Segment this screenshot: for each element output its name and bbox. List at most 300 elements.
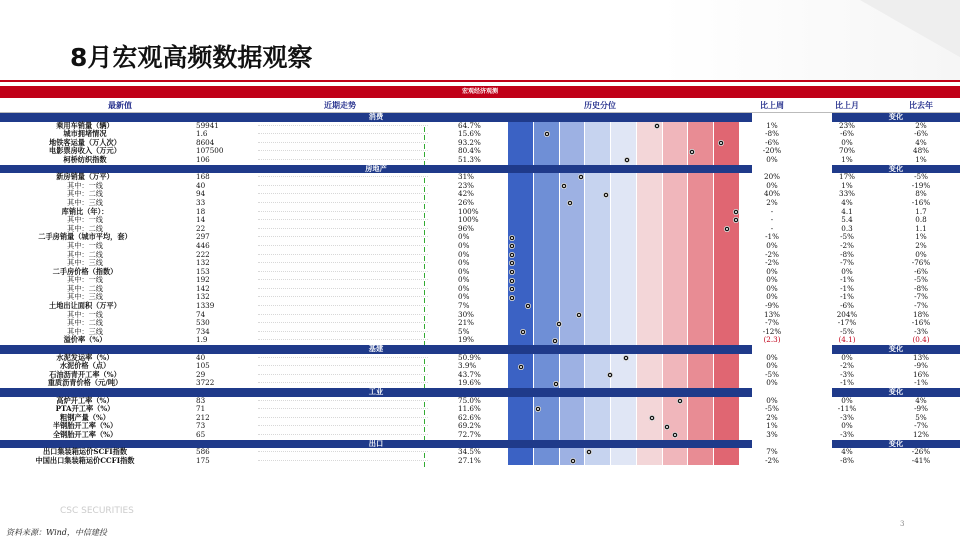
yoy-change: 0% xyxy=(915,249,927,259)
heat-cell xyxy=(637,242,663,251)
heat-cell xyxy=(534,448,560,457)
heat-cell xyxy=(611,276,637,285)
heat-cell xyxy=(560,233,586,242)
indicator-name: 其中：一线 xyxy=(67,240,103,250)
percentile-value: 3.9% xyxy=(458,361,477,371)
heat-cell xyxy=(585,199,611,208)
mom-change: -17% xyxy=(837,318,857,328)
heat-cell xyxy=(663,182,689,191)
heat-cell xyxy=(637,199,663,208)
heat-cell xyxy=(714,276,740,285)
wow-change: 0% xyxy=(766,240,778,250)
percentile-heatmap xyxy=(508,311,740,320)
indicator-name: 出口集装箱运价SCFI指数 xyxy=(42,447,128,457)
heat-cell xyxy=(560,242,586,251)
brand-watermark: CSC SECURITIES xyxy=(60,506,134,516)
heat-cell xyxy=(508,319,534,328)
heat-cell xyxy=(585,268,611,277)
percentile-heatmap xyxy=(508,319,740,328)
table-row xyxy=(0,190,960,199)
heat-cell xyxy=(663,311,689,320)
heat-cell xyxy=(611,379,637,388)
mom-change: -6% xyxy=(840,129,854,139)
section-label: 房地产 xyxy=(0,165,752,174)
heat-cell xyxy=(560,448,586,457)
indicator-name: 二手房销量（城市平均，套） xyxy=(38,232,132,242)
section-spacer xyxy=(752,388,832,397)
percentile-heatmap xyxy=(508,130,740,139)
mom-change: -2% xyxy=(840,240,854,250)
wow-change: -6% xyxy=(765,137,779,147)
percentile-heatmap xyxy=(508,285,740,294)
table-banner: 宏观经济观测 xyxy=(0,86,960,98)
mom-change: 0% xyxy=(841,137,853,147)
section-spacer xyxy=(752,113,832,122)
indicator-name: 电影票房收入（万元） xyxy=(49,146,121,156)
heat-cell xyxy=(663,397,689,406)
wow-change: 1% xyxy=(766,421,778,431)
heat-cell xyxy=(585,319,611,328)
heat-cell xyxy=(585,328,611,337)
heat-cell xyxy=(688,208,714,217)
heat-cell xyxy=(714,336,740,345)
heat-cell xyxy=(534,362,560,371)
heat-cell xyxy=(637,319,663,328)
mom-change: (4.1) xyxy=(838,335,856,345)
heat-cell xyxy=(508,431,534,440)
heat-cell xyxy=(688,259,714,268)
percentile-dot xyxy=(570,458,576,464)
percentile-dot xyxy=(509,252,515,258)
wow-change: -9% xyxy=(765,301,779,311)
heat-cell xyxy=(688,156,714,165)
wow-change: 7% xyxy=(766,447,778,457)
heat-cell xyxy=(688,302,714,311)
heat-cell xyxy=(534,354,560,363)
yoy-change: 2% xyxy=(915,120,927,130)
trend-sparkline xyxy=(258,382,428,385)
wow-change: 0% xyxy=(766,361,778,371)
heat-cell xyxy=(560,422,586,431)
heat-cell xyxy=(637,285,663,294)
heat-cell xyxy=(611,431,637,440)
percentile-value: 69.2% xyxy=(458,421,481,431)
latest-value: 175 xyxy=(196,455,210,465)
percentile-value: 51.3% xyxy=(458,154,481,164)
heat-cell xyxy=(560,156,586,165)
latest-value: 297 xyxy=(196,232,210,242)
heat-cell xyxy=(663,276,689,285)
percentile-heatmap xyxy=(508,302,740,311)
heat-cell xyxy=(508,422,534,431)
wow-change: 2% xyxy=(766,412,778,422)
heat-cell xyxy=(508,173,534,182)
heat-cell xyxy=(560,276,586,285)
heat-cell xyxy=(560,147,586,156)
latest-value: 107500 xyxy=(196,146,224,156)
heat-cell xyxy=(688,242,714,251)
heat-cell xyxy=(560,208,586,217)
indicator-name: 城市拥堵情况 xyxy=(63,129,107,139)
heat-cell xyxy=(508,208,534,217)
header-yoy: 比去年 xyxy=(909,100,933,110)
trend-sparkline xyxy=(258,193,428,196)
indicator-name: 水泥发运率（%） xyxy=(56,352,114,362)
percentile-value: 19% xyxy=(458,335,474,345)
trend-sparkline xyxy=(258,331,428,334)
heat-cell xyxy=(585,457,611,466)
heat-cell xyxy=(688,199,714,208)
yoy-change: 1.7 xyxy=(915,206,927,216)
table-row xyxy=(0,173,960,182)
heat-cell xyxy=(534,311,560,320)
trend-sparkline xyxy=(258,125,428,128)
heat-cell xyxy=(714,259,740,268)
percentile-dot xyxy=(509,269,515,275)
heat-cell xyxy=(611,225,637,234)
trend-sparkline xyxy=(258,202,428,205)
heat-cell xyxy=(714,233,740,242)
mom-change: 0% xyxy=(841,421,853,431)
heat-cell xyxy=(585,422,611,431)
heat-cell xyxy=(663,268,689,277)
percentile-value: 7% xyxy=(458,301,470,311)
heat-cell xyxy=(534,216,560,225)
heat-cell xyxy=(688,225,714,234)
latest-value: 1339 xyxy=(196,301,215,311)
trend-sparkline xyxy=(258,254,428,257)
heat-cell xyxy=(534,156,560,165)
wow-change: 20% xyxy=(764,172,780,182)
trend-sparkline xyxy=(258,150,428,153)
heat-cell xyxy=(714,122,740,131)
heat-cell xyxy=(585,259,611,268)
yoy-change: 12% xyxy=(913,429,929,439)
wow-change: - xyxy=(770,215,774,225)
wow-change: 13% xyxy=(764,309,780,319)
indicator-name: 石油沥青开工率（%） xyxy=(49,369,121,379)
section-label: 工业 xyxy=(0,388,752,397)
heat-cell xyxy=(611,173,637,182)
wow-change: 0% xyxy=(766,180,778,190)
percentile-dot xyxy=(553,381,559,387)
latest-value: 106 xyxy=(196,154,210,164)
mom-change: 23% xyxy=(839,120,855,130)
title-rule xyxy=(0,80,960,82)
trend-sparkline xyxy=(258,262,428,265)
wow-change: -8% xyxy=(765,129,779,139)
yoy-change: -6% xyxy=(914,266,928,276)
mom-change: -6% xyxy=(840,301,854,311)
heat-cell xyxy=(585,233,611,242)
heat-cell xyxy=(637,311,663,320)
percentile-value: 5% xyxy=(458,326,470,336)
heat-cell xyxy=(637,190,663,199)
heat-cell xyxy=(714,147,740,156)
percentile-value: 31% xyxy=(458,172,474,182)
heat-cell xyxy=(714,190,740,199)
indicator-name: 其中：二线 xyxy=(67,223,103,233)
latest-value: 1.6 xyxy=(196,129,208,139)
heat-cell xyxy=(585,251,611,260)
heat-cell xyxy=(560,293,586,302)
latest-value: 132 xyxy=(196,292,210,302)
mom-change: -11% xyxy=(837,404,857,414)
percentile-value: 19.6% xyxy=(458,378,481,388)
heat-cell xyxy=(508,199,534,208)
indicator-name: 库销比（年）： xyxy=(61,206,109,216)
percentile-heatmap xyxy=(508,208,740,217)
heat-cell xyxy=(585,336,611,345)
percentile-value: 15.6% xyxy=(458,129,481,139)
wow-change: 3% xyxy=(766,429,778,439)
trend-sparkline xyxy=(258,176,428,179)
percentile-heatmap xyxy=(508,457,740,466)
heat-cell xyxy=(508,379,534,388)
indicator-name: 全钢胎开工率（%） xyxy=(52,429,118,439)
heat-cell xyxy=(637,448,663,457)
heat-cell xyxy=(585,242,611,251)
header-latest: 最新值 xyxy=(108,100,132,110)
trend-sparkline xyxy=(258,417,428,420)
latest-value: 586 xyxy=(196,447,210,457)
heat-cell xyxy=(663,233,689,242)
heat-cell xyxy=(663,242,689,251)
percentile-dot xyxy=(509,278,515,284)
yoy-change: -5% xyxy=(914,172,928,182)
percentile-heatmap xyxy=(508,397,740,406)
heat-cell xyxy=(663,259,689,268)
heat-cell xyxy=(637,225,663,234)
percentile-heatmap xyxy=(508,251,740,260)
trend-sparkline xyxy=(258,434,428,437)
yoy-change: 1% xyxy=(915,154,927,164)
heat-cell xyxy=(508,139,534,148)
wow-change: - xyxy=(770,206,774,216)
table-row xyxy=(0,242,960,251)
heat-cell xyxy=(585,311,611,320)
trend-sparkline xyxy=(258,400,428,403)
heat-cell xyxy=(688,311,714,320)
yoy-change: -26% xyxy=(911,447,931,457)
percentile-dot xyxy=(654,123,660,129)
heat-cell xyxy=(663,139,689,148)
heat-cell xyxy=(585,397,611,406)
indicator-name: 地铁客运量（万人次） xyxy=(49,137,121,147)
percentile-value: 30% xyxy=(458,309,474,319)
yoy-change: -1% xyxy=(914,378,928,388)
heat-cell xyxy=(560,285,586,294)
heat-cell xyxy=(714,242,740,251)
heat-cell xyxy=(688,139,714,148)
heat-cell xyxy=(714,156,740,165)
yoy-change: 1% xyxy=(915,232,927,242)
heat-cell xyxy=(688,216,714,225)
wow-change: 40% xyxy=(764,189,780,199)
heat-cell xyxy=(663,414,689,423)
heat-cell xyxy=(585,293,611,302)
percentile-heatmap xyxy=(508,414,740,423)
heat-cell xyxy=(508,130,534,139)
heat-cell xyxy=(663,208,689,217)
heat-cell xyxy=(560,259,586,268)
yoy-change: -19% xyxy=(911,180,931,190)
trend-sparkline xyxy=(258,365,428,368)
heat-cell xyxy=(508,457,534,466)
latest-value: 142 xyxy=(196,283,210,293)
heat-cell xyxy=(508,182,534,191)
heat-cell xyxy=(611,319,637,328)
heat-cell xyxy=(508,147,534,156)
heat-cell xyxy=(585,139,611,148)
change-label: 变化 xyxy=(832,440,960,449)
percentile-value: 100% xyxy=(458,206,479,216)
heat-cell xyxy=(611,216,637,225)
heat-cell xyxy=(611,190,637,199)
heat-cell xyxy=(714,311,740,320)
wow-change: -5% xyxy=(765,369,779,379)
heat-cell xyxy=(663,225,689,234)
percentile-value: 75.0% xyxy=(458,395,481,405)
percentile-heatmap xyxy=(508,336,740,345)
yoy-change: 4% xyxy=(915,137,927,147)
heat-cell xyxy=(560,302,586,311)
heat-cell xyxy=(560,216,586,225)
heat-cell xyxy=(611,302,637,311)
percentile-dot xyxy=(724,226,730,232)
indicator-name: 其中：三线 xyxy=(67,326,103,336)
heat-cell xyxy=(534,431,560,440)
indicator-name: 其中：一线 xyxy=(67,180,103,190)
heat-cell xyxy=(714,285,740,294)
trend-sparkline xyxy=(258,296,428,299)
percentile-heatmap xyxy=(508,139,740,148)
heat-cell xyxy=(534,302,560,311)
percentile-dot xyxy=(556,321,562,327)
section-label: 出口 xyxy=(0,440,752,449)
latest-value: 212 xyxy=(196,412,210,422)
latest-value: 446 xyxy=(196,240,210,250)
section-label: 基建 xyxy=(0,345,752,354)
trend-sparkline xyxy=(258,271,428,274)
indicator-name: 土地出让面积（万平） xyxy=(49,301,121,311)
heat-cell xyxy=(611,268,637,277)
heat-cell xyxy=(611,448,637,457)
heat-cell xyxy=(585,225,611,234)
heat-cell xyxy=(663,156,689,165)
heat-cell xyxy=(637,216,663,225)
heat-cell xyxy=(560,328,586,337)
heat-cell xyxy=(663,379,689,388)
table-row xyxy=(0,225,960,234)
heat-cell xyxy=(560,130,586,139)
mom-change: -8% xyxy=(840,455,854,465)
heat-cell xyxy=(663,328,689,337)
heat-cell xyxy=(637,397,663,406)
table-body xyxy=(0,113,960,465)
yoy-change: (0.4) xyxy=(912,335,930,345)
table-row xyxy=(0,285,960,294)
heat-cell xyxy=(611,405,637,414)
percentile-heatmap xyxy=(508,182,740,191)
yoy-change: 1.1 xyxy=(915,223,927,233)
heat-cell xyxy=(534,122,560,131)
percentile-dot xyxy=(603,192,609,198)
trend-sparkline xyxy=(258,451,428,454)
heat-cell xyxy=(637,336,663,345)
percentile-heatmap xyxy=(508,122,740,131)
yoy-change: -16% xyxy=(911,197,931,207)
heat-cell xyxy=(560,371,586,380)
percentile-heatmap xyxy=(508,422,740,431)
percentile-value: 21% xyxy=(458,318,474,328)
latest-value: 71 xyxy=(196,404,206,414)
heat-cell xyxy=(534,139,560,148)
heat-cell xyxy=(508,354,534,363)
heat-cell xyxy=(560,354,586,363)
section-header xyxy=(0,165,960,174)
percentile-value: 0% xyxy=(458,249,470,259)
percentile-heatmap xyxy=(508,242,740,251)
heat-cell xyxy=(585,405,611,414)
table-row xyxy=(0,233,960,242)
heat-cell xyxy=(508,216,534,225)
heat-cell xyxy=(611,285,637,294)
mom-change: -3% xyxy=(840,429,854,439)
latest-value: 222 xyxy=(196,249,210,259)
heat-cell xyxy=(714,328,740,337)
heat-cell xyxy=(637,422,663,431)
percentile-heatmap xyxy=(508,371,740,380)
table-row xyxy=(0,319,960,328)
latest-value: 14 xyxy=(196,215,206,225)
heat-cell xyxy=(714,379,740,388)
heat-cell xyxy=(611,147,637,156)
percentile-heatmap xyxy=(508,448,740,457)
wow-change: -20% xyxy=(762,146,782,156)
heat-cell xyxy=(688,328,714,337)
heat-cell xyxy=(508,156,534,165)
percentile-dot xyxy=(509,235,515,241)
percentile-heatmap xyxy=(508,328,740,337)
heat-cell xyxy=(637,259,663,268)
heat-cell xyxy=(611,311,637,320)
heat-cell xyxy=(611,397,637,406)
mom-change: -1% xyxy=(840,275,854,285)
mom-change: 204% xyxy=(836,309,858,319)
latest-value: 153 xyxy=(196,266,210,276)
yoy-change: -41% xyxy=(911,455,931,465)
heat-cell xyxy=(663,199,689,208)
heat-cell xyxy=(637,130,663,139)
percentile-value: 26% xyxy=(458,197,474,207)
heat-cell xyxy=(688,422,714,431)
latest-value: 8604 xyxy=(196,137,215,147)
percentile-value: 27.1% xyxy=(458,455,481,465)
percentile-value: 93.2% xyxy=(458,137,481,147)
heat-cell xyxy=(611,242,637,251)
heat-cell xyxy=(508,336,534,345)
indicator-name: 粗钢产量（%） xyxy=(60,412,110,422)
wow-change: 0% xyxy=(766,275,778,285)
heat-cell xyxy=(560,190,586,199)
heat-cell xyxy=(637,139,663,148)
heat-cell xyxy=(611,422,637,431)
table-row xyxy=(0,216,960,225)
wow-change: 1% xyxy=(766,120,778,130)
trend-sparkline xyxy=(258,314,428,317)
heat-cell xyxy=(663,147,689,156)
